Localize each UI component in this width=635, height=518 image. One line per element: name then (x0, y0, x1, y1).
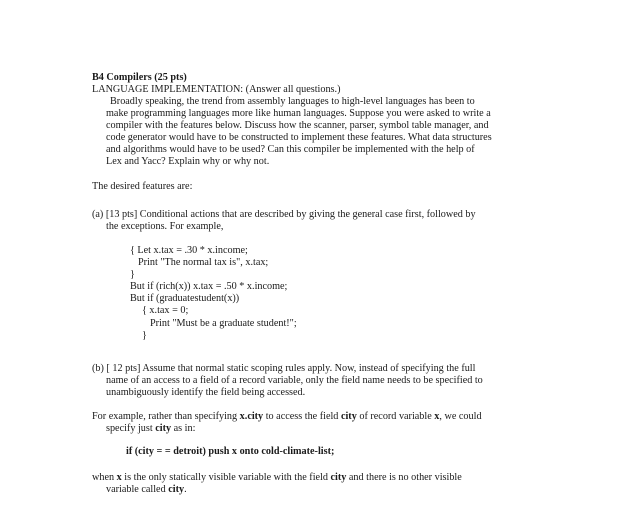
code-line: But if (rich(x)) x.tax = .50 * x.income; (130, 281, 288, 292)
intro-line: make programming languages more like human languages. Suppose you were asked to write a (106, 108, 491, 119)
question-subheading: LANGUAGE IMPLEMENTATION: (Answer all questions.) (92, 84, 341, 95)
question-heading: B4 Compilers (25 pts) (92, 72, 187, 83)
part-b-line: (b) [ 12 pts] Assume that normal static scoping rules apply. Now, instead of specifying the full (92, 363, 476, 374)
part-a-line: the exceptions. For example, (106, 221, 224, 232)
example-statement: if (city = = detroit) push x onto cold-climate-list; (126, 446, 335, 457)
code-line: } (142, 330, 147, 341)
closing-line: variable called city. (106, 484, 187, 495)
intro-line: code generator would have to be constructed to implement these features. What data structures (106, 132, 492, 143)
intro-line: compiler with the features below. Discuss how the scanner, parser, symbol table manager, and (106, 120, 489, 131)
code-line: { x.tax = 0; (142, 305, 189, 316)
code-line: } (130, 269, 135, 280)
code-line: But if (graduatestudent(x)) (130, 293, 240, 304)
intro-line: Broadly speaking, the trend from assembly languages to high-level languages has been to (110, 96, 475, 107)
closing-line: when x is the only statically visible variable with the field city and there is no other visible (92, 472, 462, 483)
part-a-line: (a) [13 pts] Conditional actions that are described by giving the general case first, followed by (92, 209, 476, 220)
example-line: For example, rather than specifying x.city to access the field city of record variable x, we could (92, 411, 482, 422)
part-b-line: unambiguously identify the field being accessed. (106, 387, 306, 398)
code-line: Print "Must be a graduate student!"; (150, 318, 297, 329)
part-b-line: name of an access to a field of a record variable, only the field name needs to be specified to (106, 375, 483, 386)
code-line: { Let x.tax = .30 * x.income; (130, 245, 248, 256)
example-line: specify just city as in: (106, 423, 196, 434)
intro-line: and algorithms would have to be used? Can this compiler be implemented with the help of (106, 144, 475, 155)
code-line: Print "The normal tax is", x.tax; (138, 257, 269, 268)
features-label: The desired features are: (92, 181, 193, 192)
intro-line: Lex and Yacc? Explain why or why not. (106, 156, 270, 167)
